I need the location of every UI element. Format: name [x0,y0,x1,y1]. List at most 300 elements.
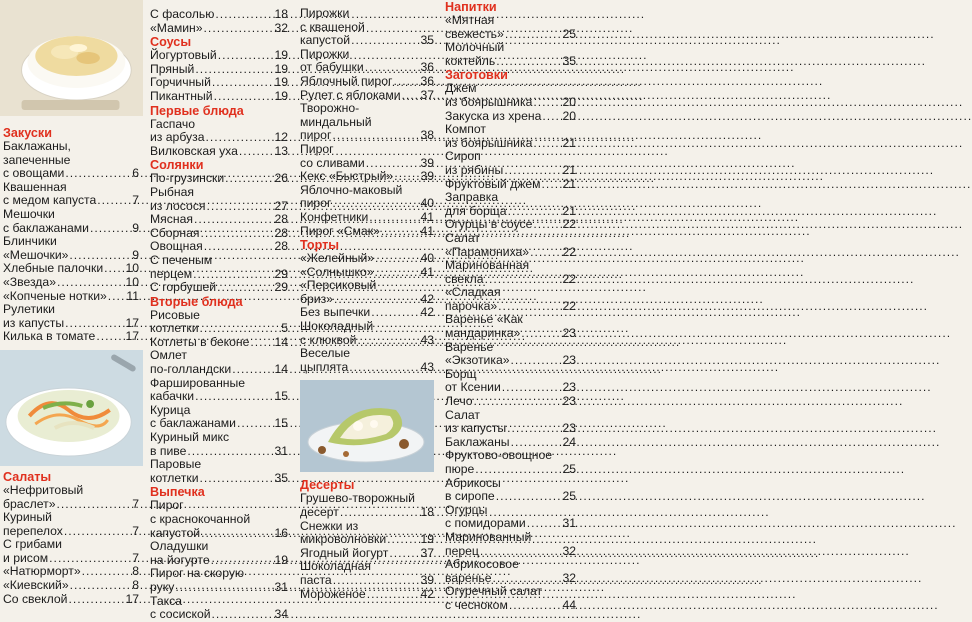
page-number: 16 [274,525,288,540]
toc-entry[interactable] [445,531,576,558]
entry-title-line: Джем [445,81,477,96]
entry-title-line: из арбуза [150,130,205,145]
entry-title-line: Фруктовый джем [445,176,541,191]
entry-title-line: Абрикосы [445,475,501,490]
page-number: 17 [125,329,139,344]
cabbage-salad-photo [0,350,143,466]
toc-entry[interactable] [300,170,434,184]
entry-title-line: Пряный [150,61,195,76]
dot-leader [367,588,420,602]
toc-entry[interactable] [3,181,139,208]
toc-entry[interactable] [300,7,434,48]
toc-entry[interactable] [150,377,288,404]
toc-entry[interactable] [150,118,288,145]
page-number: 43 [420,359,434,374]
dot-leader [381,225,420,239]
dot-leader [239,145,274,159]
entry-title-line: Яблочно-маковый [300,182,403,197]
entry-title-line: Оладушки [150,539,209,554]
entry-title-line: десерт [300,505,339,520]
entry-title-line: цыплята [300,359,349,374]
toc-entry[interactable] [150,336,288,350]
entry-title-line: с клюквой [300,332,357,347]
toc-entry[interactable] [300,492,434,519]
toc-entry[interactable] [150,309,288,336]
page-number: 40 [420,251,434,266]
entry-title-line: Огуречный салат [445,584,543,599]
entry-title-line: Веселые [300,346,351,361]
page-number: 25 [562,26,576,41]
entry-title-line: и рисом [3,550,49,565]
page-number: 29 [274,266,288,281]
entry-title-line: «Мешочки» [3,247,69,262]
section-heading: Выпечка [150,485,205,500]
toc-entry[interactable] [300,252,434,266]
page-number: 26 [274,171,288,186]
entry-title-line: Пирог «Смак» [300,223,380,238]
toc-entry[interactable] [150,349,288,376]
entry-title-line: «Экзотика» [445,353,510,368]
entry-title-line: Мешочки [3,206,55,221]
entry-title-line: Борщ [445,366,477,381]
entry-title-line: Котлеты в беконе [150,334,250,349]
toc-entry[interactable] [445,449,576,476]
entry-title-line: «Звезда» [3,274,56,289]
dot-leader [64,525,131,539]
toc-entry[interactable] [445,395,576,409]
dot-leader [493,572,562,586]
toc-entry[interactable] [150,404,288,431]
page-number: 12 [274,130,288,145]
dot-leader [204,240,274,254]
page-number: 41 [420,209,434,224]
page-number: 28 [274,239,288,254]
dot-leader [195,390,273,404]
entry-title-line: Гаспачо [150,116,196,131]
dot-leader [70,579,132,593]
dot-leader [480,545,562,559]
page-number: 35 [420,33,434,48]
toc-entry[interactable] [150,213,288,227]
entry-title-line: микроволновки [300,532,387,547]
entry-title-line: Квашенная [3,179,67,194]
page-number: 42 [420,305,434,320]
toc-entry[interactable] [300,306,434,320]
dot-leader [56,498,131,512]
dot-leader [533,96,561,110]
page-number: 39 [420,169,434,184]
toc-entry[interactable] [150,595,288,622]
entry-title-line: Конфетники [300,209,369,224]
entry-title-line: «Парамониха» [445,244,530,259]
entry-title-line: Грушево-творожный [300,491,415,506]
page-number: 31 [562,516,576,531]
dot-leader [393,75,419,89]
entry-title-line: кабачки [150,389,195,404]
entry-title-line: со сливами [300,155,365,170]
toc-entry[interactable] [150,499,288,540]
dot-leader [104,262,124,276]
page-number: 22 [562,271,576,286]
page-number: 39 [420,155,434,170]
entry-title-line: Пирог на скорую [150,566,245,581]
toc-entry[interactable] [300,211,434,225]
entry-title-line: Блинчики [3,234,57,249]
dot-leader [474,395,562,409]
page-number: 41 [420,223,434,238]
entry-title-line: из рябины [445,162,504,177]
dot-leader [508,205,562,219]
page-number: 18 [420,505,434,520]
toc-entry[interactable] [3,303,139,330]
entry-title-line: Рыбная [150,184,194,199]
section-heading: Закуски [3,126,52,140]
toc-entry[interactable] [150,8,288,22]
page-number: 5 [281,321,288,336]
page-number: 20 [562,108,576,123]
dot-leader [65,167,131,181]
page-number: 37 [420,545,434,560]
toc-entry[interactable] [445,477,576,504]
toc-entry[interactable] [445,436,576,450]
page-number: 14 [274,362,288,377]
entry-title-line: «Натюрморт» [3,564,81,579]
entry-title-line: капустой [150,525,201,540]
dot-leader [200,322,281,336]
dot-leader [90,222,131,236]
toc-entry[interactable] [3,511,139,538]
toc-entry[interactable] [300,102,434,143]
dot-leader [57,276,124,290]
page-number: 6 [132,166,139,181]
dot-leader [187,445,273,459]
toc-entry[interactable] [445,341,576,368]
entry-title-line: Рулетики [3,302,55,317]
entry-title-line: из капусты [3,315,65,330]
page-number: 22 [562,244,576,259]
page-number: 10 [125,261,139,276]
toc-entry[interactable] [150,22,288,36]
toc-entry[interactable] [150,281,288,295]
dot-leader [237,417,273,431]
toc-entry[interactable] [300,184,434,211]
entry-title-line: из боярышника [445,135,533,150]
dot-leader [68,593,124,607]
dot-leader [394,170,419,184]
page-number: 35 [562,53,576,68]
entry-title-line: Куриный [3,510,52,525]
toc-entry[interactable] [3,565,139,579]
page-number: 13 [274,143,288,158]
dot-leader [530,246,561,260]
page-number: 29 [274,280,288,295]
toc-entry[interactable] [3,330,139,344]
toc-entry[interactable] [445,82,576,109]
entry-title-line: «Сладкая [445,285,501,300]
page-number: 15 [274,416,288,431]
entry-title-line: Хлебные палочки [3,261,104,276]
page-number: 31 [274,443,288,458]
dot-leader [69,249,131,263]
entry-title-line: Вилковская уха [150,143,238,158]
page-number: 19 [420,532,434,547]
entry-title-line: мандаринка» [445,326,521,341]
entry-title-line: Горчичный [150,75,211,90]
toc-entry[interactable] [3,262,139,276]
entry-title-line: Мороженое [300,586,366,601]
entry-title-line: для борща [445,203,507,218]
page-number: 28 [274,225,288,240]
entry-title-line: Молочный [445,40,505,55]
toc-entry[interactable] [3,290,139,304]
entry-title-line: Сборная [150,225,200,240]
baked-vegetable-dish-photo [0,0,143,116]
page-number: 32 [562,570,576,585]
toc-entry[interactable] [300,225,434,239]
dot-leader [485,273,562,287]
section-heading: Десерты [300,478,355,493]
toc-entry[interactable] [3,140,139,181]
page-number: 44 [562,597,576,612]
page-number: 15 [274,389,288,404]
section-heading: Торты [300,238,340,253]
dot-leader [505,28,562,42]
toc-entry[interactable] [3,484,139,511]
dot-leader [332,197,419,211]
entry-title-line: Курица [150,402,191,417]
page-number: 23 [562,421,576,436]
toc-column-3 [296,0,438,600]
dot-leader [369,211,419,225]
page-number: 24 [562,434,576,449]
entry-title-line: Абрикосовое [445,557,519,572]
dot-leader [504,164,561,178]
section-heading: Соусы [150,35,192,50]
page-number: 20 [562,94,576,109]
toc-entry[interactable] [300,520,434,547]
toc-entry[interactable] [445,178,576,192]
page-number: 21 [562,162,576,177]
entry-title-line: с баклажанами [3,220,89,235]
page-number: 25 [562,462,576,476]
toc-entry[interactable] [445,150,576,177]
page-number: 23 [562,380,576,395]
entry-title-line: Без выпечки [300,305,371,320]
entry-title-line: Закуска из хрена [445,108,542,123]
entry-title-line: Со свеклой [3,591,68,606]
toc-entry[interactable] [445,558,576,585]
toc-entry[interactable] [150,458,288,485]
page-number: 19 [274,552,288,567]
entry-title-line: Лечо [445,394,473,409]
entry-title-line: Такса [150,593,183,608]
page-number: 35 [274,470,288,485]
toc-entry[interactable] [300,89,434,103]
toc-entry[interactable] [300,75,434,89]
dot-leader [511,436,562,450]
toc-column-4 [441,0,580,612]
dot-leader [333,574,420,588]
toc-entry[interactable] [300,48,434,75]
page-number: 31 [274,579,288,594]
entry-title-line: Шоколадная [300,559,372,574]
entry-title-line: браслет» [3,496,56,511]
entry-title-line: Рисовые [150,307,200,322]
dot-leader [206,131,274,145]
toc-entry[interactable] [445,585,576,612]
page-number: 42 [420,291,434,306]
entry-title-line: бриз» [300,291,333,306]
toc-entry[interactable] [150,145,288,159]
entry-title-line: пюре [445,462,475,476]
toc-entry[interactable] [150,76,288,90]
page-number: 9 [132,247,139,262]
page-number: 22 [562,298,576,313]
page-number: 34 [274,607,288,622]
toc-entry[interactable] [300,279,434,306]
entry-title-line: из лосося [150,198,206,213]
entry-title-line: Пирожки [300,6,350,20]
section-heading: Вторые блюда [150,294,243,309]
toc-entry[interactable] [445,259,576,286]
toc-entry[interactable] [445,504,576,531]
entry-title-line: свекла [445,271,484,286]
toc-entry[interactable] [300,547,434,561]
entry-title-line: Ягодный йогурт [300,545,389,560]
dot-leader [542,178,562,192]
page-number: 28 [274,212,288,227]
dot-leader [375,266,420,280]
entry-title-line: с помидорами [445,516,526,531]
dot-leader [402,89,420,103]
dot-leader [371,306,419,320]
section-heading: Первые блюда [150,103,244,118]
toc-entry[interactable] [150,567,288,594]
entry-title-line: Пикантный [150,88,213,103]
entry-title-line: «Нефритовый [3,482,84,497]
page-number: 38 [420,128,434,143]
toc-entry[interactable] [300,320,434,347]
toc-entry[interactable] [150,90,288,104]
page-number: 21 [562,135,576,150]
entry-title-line: С грибами [3,537,62,552]
entry-title-line: паста [300,573,332,587]
section-heading: Напитки [445,0,497,14]
dot-leader [475,463,561,477]
entry-title-line: с овощами [3,166,65,181]
pear-dessert-photo [300,380,434,472]
dot-leader [108,290,126,304]
toc-entry[interactable] [445,110,576,124]
dot-leader [201,527,273,541]
toc-entry[interactable] [150,49,288,63]
dot-leader [334,293,420,307]
dot-leader [527,517,562,531]
dot-leader [232,363,273,377]
toc-entry[interactable] [150,63,288,77]
entry-title-line: коктейль [445,53,496,68]
toc-entry[interactable] [445,218,576,232]
page-number: 19 [274,61,288,76]
toc-entry[interactable] [445,313,576,340]
toc-entry[interactable] [445,286,576,313]
toc-entry[interactable] [300,143,434,170]
toc-entry[interactable] [445,191,576,218]
toc-entry[interactable] [445,409,576,436]
dot-leader [214,90,274,104]
page-number: 7 [132,523,139,538]
toc-column-2 [146,0,292,622]
toc-entry[interactable] [300,560,434,587]
toc-entry[interactable] [445,41,576,68]
toc-entry[interactable] [300,588,434,602]
entry-title-line: Рулет с яблоками [300,87,401,102]
toc-entry[interactable] [445,368,576,395]
entry-title-line: Варенье «Как [445,312,523,327]
dot-leader [496,55,561,69]
toc-entry[interactable] [150,186,288,213]
toc-entry[interactable] [3,538,139,565]
toc-entry[interactable] [3,276,139,290]
page-number: 23 [562,353,576,368]
toc-entry[interactable] [300,266,434,280]
entry-title-line: перцем [150,266,193,281]
toc-entry[interactable] [3,579,139,593]
entry-title-line: Йогуртовый [150,48,217,63]
entry-title-line: варенье [445,570,492,585]
toc-entry[interactable] [150,540,288,567]
toc-entry[interactable] [445,14,576,41]
entry-title-line: «Мамин» [150,20,203,35]
dot-leader [82,565,132,579]
entry-title-line: из боярышника [445,94,533,109]
dot-leader [200,472,274,486]
section-heading: Салаты [3,469,52,484]
entry-title-line: Маринованная [445,258,530,273]
page-number: 32 [562,543,576,558]
dot-leader [193,268,273,282]
toc-entry[interactable] [150,431,288,458]
entry-title-line: пирог [300,128,332,143]
dot-leader [218,49,274,63]
toc-entry[interactable] [3,593,139,607]
entry-title-line: от бабушки [300,60,364,75]
page-number: 27 [274,198,288,213]
toc-entry[interactable] [150,172,288,186]
toc-entry[interactable] [150,240,288,254]
page-number: 21 [562,203,576,218]
dot-leader [387,533,419,547]
toc-entry[interactable] [3,235,139,262]
toc-entry[interactable] [300,347,434,374]
entry-title-line: «Персиковый [300,278,377,293]
entry-title-line: Варенье [445,339,494,354]
dot-leader [340,506,420,520]
toc-entry[interactable] [150,254,288,281]
entry-title-line: С печеным [150,252,213,267]
toc-entry[interactable] [3,208,139,235]
entry-title-line: Килька в томате [3,329,96,344]
toc-entry[interactable] [445,123,576,150]
entry-title-line: «Мятная [445,13,495,27]
page-number: 8 [132,564,139,579]
entry-title-line: Пирог [300,141,334,156]
toc-entry[interactable] [150,227,288,241]
page-number: 10 [125,274,139,289]
dot-leader [200,227,273,241]
toc-entry[interactable] [445,232,576,259]
dot-leader [521,327,561,341]
